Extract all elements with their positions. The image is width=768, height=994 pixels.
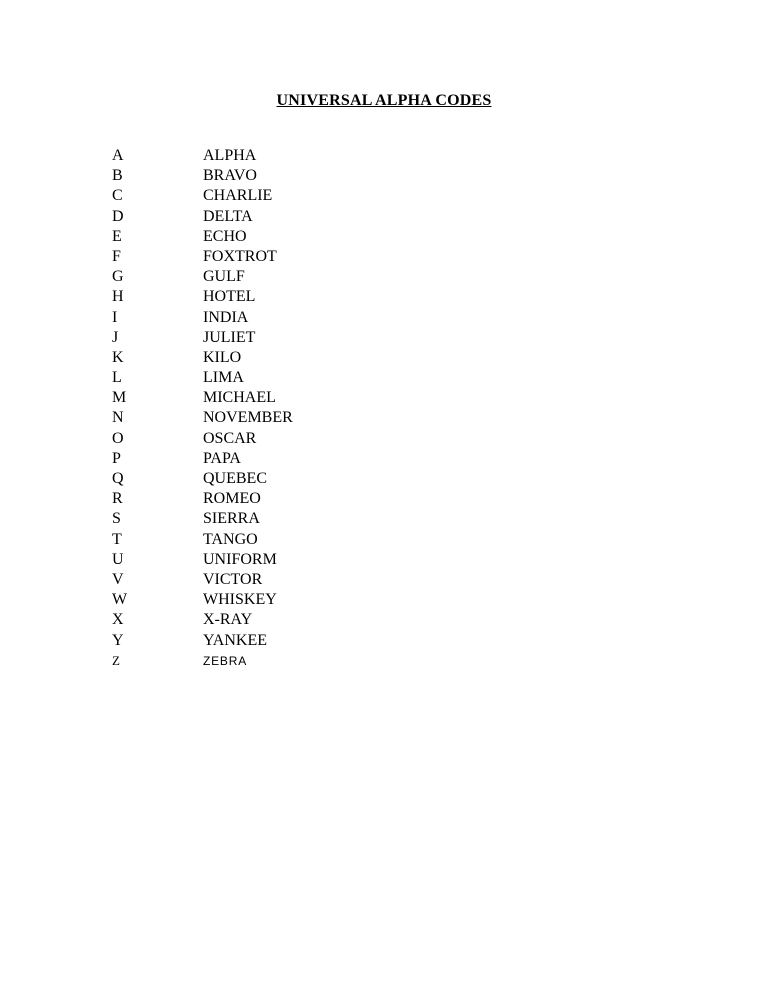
code-letter: R [112, 490, 123, 508]
list-item [112, 166, 412, 186]
code-word: UNIFORM [203, 550, 277, 568]
list-item [112, 631, 412, 651]
code-letter: G [112, 268, 124, 286]
code-word: HOTEL [203, 288, 256, 306]
list-item [112, 227, 412, 247]
code-letter: T [112, 530, 122, 548]
code-word: NOVEMBER [203, 409, 293, 427]
list-item [112, 308, 412, 328]
code-word: SIERRA [203, 510, 260, 528]
code-word: CHARLIE [203, 187, 273, 205]
code-letter: P [112, 449, 121, 467]
code-letter: K [112, 348, 124, 366]
code-word: INDIA [203, 308, 249, 326]
code-letter: Z [112, 652, 120, 668]
list-item [112, 287, 412, 307]
code-word: GULF [203, 268, 245, 286]
list-item [112, 550, 412, 570]
list-item [112, 328, 412, 348]
code-word: ALPHA [203, 147, 257, 164]
list-item [112, 570, 412, 590]
code-word: DELTA [203, 207, 253, 225]
code-letter: A [112, 147, 124, 164]
code-word: KILO [203, 348, 242, 366]
code-word: TANGO [203, 530, 258, 548]
code-letter: J [112, 328, 119, 346]
code-letter: D [112, 207, 124, 225]
list-item [112, 388, 412, 408]
code-word: ZEBRA [203, 653, 248, 668]
list-item [112, 509, 412, 529]
code-letter: I [112, 308, 118, 326]
code-word: ROMEO [203, 490, 261, 508]
alpha-code-list [112, 146, 412, 671]
code-letter: H [112, 288, 124, 306]
code-word: X-RAY [203, 611, 253, 629]
list-item [112, 429, 412, 449]
code-letter: F [112, 247, 121, 265]
code-letter: Y [112, 631, 124, 649]
code-word: BRAVO [203, 167, 257, 185]
code-letter: E [112, 227, 122, 245]
page-title: UNIVERSAL ALPHA CODES [276, 92, 492, 109]
list-item [112, 146, 412, 166]
code-letter: B [112, 167, 123, 185]
code-letter: M [112, 389, 127, 407]
code-word: VICTOR [203, 570, 263, 588]
code-letter: L [112, 369, 122, 387]
list-item [112, 186, 412, 206]
code-letter: O [112, 429, 124, 447]
list-item [112, 530, 412, 550]
code-word: JULIET [203, 328, 256, 346]
code-word: FOXTROT [203, 247, 277, 265]
list-item [112, 348, 412, 368]
code-word: YANKEE [203, 631, 267, 649]
list-item [112, 368, 412, 388]
list-item [112, 651, 412, 671]
code-letter: Q [112, 470, 124, 487]
list-item [112, 489, 412, 509]
code-letter: S [112, 510, 121, 528]
list-item [112, 207, 412, 227]
list-item [112, 590, 412, 610]
list-item [112, 408, 412, 428]
code-letter: N [112, 409, 124, 427]
code-letter: W [112, 591, 128, 609]
code-word: ECHO [203, 227, 247, 245]
code-word: OSCAR [203, 429, 257, 447]
code-word: PAPA [203, 449, 241, 467]
list-item [112, 469, 412, 489]
list-item [112, 449, 412, 469]
code-letter: V [112, 570, 124, 588]
code-letter: U [112, 550, 124, 568]
code-word: LIMA [203, 369, 244, 387]
code-word: WHISKEY [203, 591, 277, 609]
code-letter: C [112, 187, 123, 205]
list-item [112, 610, 412, 630]
list-item [112, 267, 412, 287]
code-letter: X [112, 611, 124, 629]
code-word: QUEBEC [203, 470, 267, 487]
code-word: MICHAEL [203, 389, 276, 407]
list-item [112, 247, 412, 267]
